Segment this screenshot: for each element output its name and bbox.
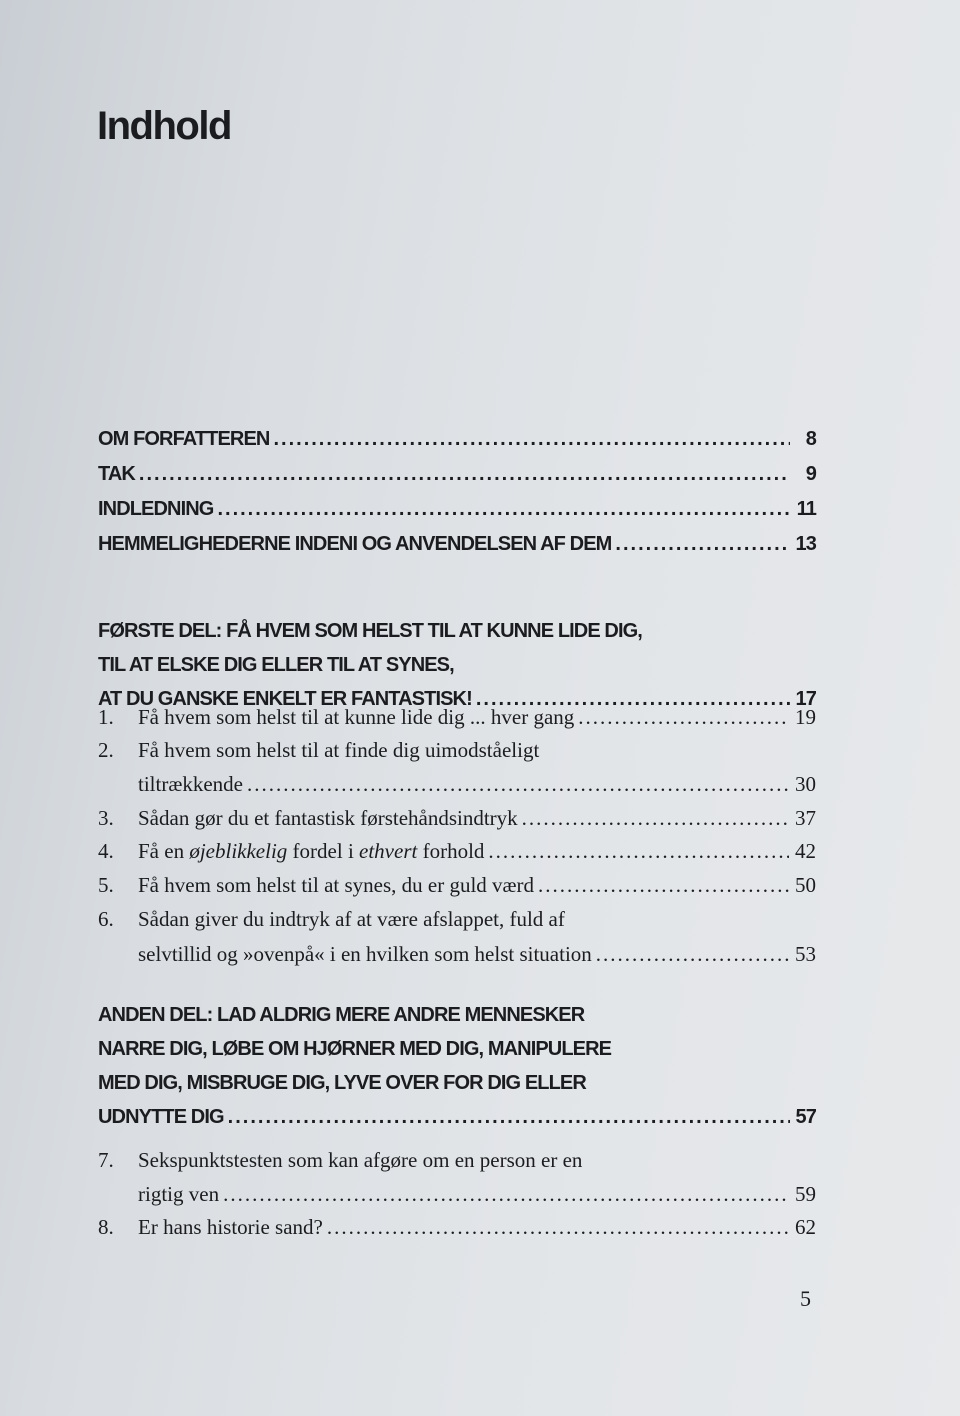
chapter-title: selvtillid og »ovenpå« i en hvilken som helst situation <box>138 942 592 966</box>
part-heading <box>98 1004 816 1034</box>
chapter-title: Sekspunktstesten som kan afgøre om en person er en <box>138 1148 583 1172</box>
chapter-entry <box>98 1148 816 1178</box>
chapter-title: Få hvem som helst til at synes, du er guld værd <box>138 873 535 897</box>
entry-label: OM FORFATTEREN <box>98 428 270 450</box>
part-line: MED DIG, MISBRUGE DIG, LYVE OVER FOR DIG ELLER <box>98 1072 586 1094</box>
dot-leader <box>578 705 789 730</box>
chapter-title: rigtig ven <box>138 1182 220 1206</box>
chapter-number: 1. <box>98 705 114 729</box>
part-line: AT DU GANSKE ENKELT ER FANTASTISK! <box>98 688 472 710</box>
part-heading <box>98 1106 816 1136</box>
chapter-title: Sådan giver du indtryk af at være afslappet, fuld af <box>138 907 565 931</box>
chapter-entry <box>98 873 816 903</box>
page-number: 53 <box>795 942 816 966</box>
part-line: NARRE DIG, LØBE OM HJØRNER MED DIG, MANIPULERE <box>98 1038 612 1060</box>
dot-leader <box>247 772 789 797</box>
toc-entry <box>98 428 816 458</box>
chapter-number: 3. <box>98 806 114 830</box>
part-heading <box>98 1038 816 1068</box>
chapter-number: 8. <box>98 1215 114 1239</box>
chapter-title: Få hvem som helst til at finde dig uimodståeligt <box>138 738 540 762</box>
page-number: 37 <box>795 806 816 830</box>
chapter-entry <box>98 907 816 937</box>
chapter-title: tiltrækkende <box>138 772 243 796</box>
part-heading <box>98 654 816 684</box>
chapter-title: Er hans historie sand? <box>138 1215 323 1239</box>
chapter-entry <box>98 738 816 768</box>
chapter-number: 6. <box>98 907 114 931</box>
page-number: 50 <box>795 873 816 897</box>
dot-leader <box>615 533 789 556</box>
part-line: TIL AT ELSKE DIG ELLER TIL AT SYNES, <box>98 654 454 676</box>
dot-leader <box>538 873 789 898</box>
page-number: 13 <box>795 533 816 555</box>
page-number: 30 <box>795 772 816 796</box>
dot-leader <box>228 1106 790 1129</box>
toc-entry <box>98 463 816 493</box>
part-line: UDNYTTE DIG <box>98 1106 224 1128</box>
toc-entry <box>98 533 816 563</box>
dot-leader <box>223 1182 789 1207</box>
part-heading <box>98 620 816 650</box>
part-line: FØRSTE DEL: FÅ HVEM SOM HELST TIL AT KUNNE LIDE DIG, <box>98 620 642 642</box>
chapter-entry <box>98 1215 816 1245</box>
chapter-title: Få hvem som helst til at kunne lide dig ... hver gang <box>138 705 575 729</box>
part-heading <box>98 1072 816 1102</box>
chapter-entry <box>98 806 816 836</box>
dot-leader <box>488 839 789 864</box>
toc-entry <box>98 498 816 528</box>
dot-leader <box>273 428 790 451</box>
page-title: Indhold <box>97 104 231 148</box>
chapter-entry-cont <box>98 1182 816 1212</box>
chapter-title: Få en øjeblikkelig fordel i ethvert forhold <box>138 839 485 863</box>
dot-leader <box>596 942 789 967</box>
chapter-number: 4. <box>98 839 114 863</box>
page-number: 59 <box>795 1182 816 1206</box>
folio-page-number: 5 <box>800 1286 811 1311</box>
dot-leader <box>217 498 790 521</box>
page-number: 11 <box>796 498 816 520</box>
entry-label: TAK <box>98 463 135 485</box>
page-number: 17 <box>795 688 816 710</box>
chapter-title: Sådan gør du et fantastisk førstehåndsindtryk <box>138 806 518 830</box>
chapter-number: 7. <box>98 1148 114 1172</box>
page-number: 19 <box>795 705 816 729</box>
chapter-entry <box>98 839 816 869</box>
entry-label: HEMMELIGHEDERNE INDENI OG ANVENDELSEN AF DEM <box>98 533 612 555</box>
chapter-entry <box>98 705 816 735</box>
chapter-entry-cont <box>98 942 816 972</box>
chapter-entry-cont <box>98 772 816 802</box>
part-line: ANDEN DEL: LAD ALDRIG MERE ANDRE MENNESKER <box>98 1004 585 1026</box>
page-number: 62 <box>795 1215 816 1239</box>
chapter-number: 2. <box>98 738 114 762</box>
page-number: 42 <box>795 839 816 863</box>
page-number: 8 <box>805 428 816 450</box>
chapter-number: 5. <box>98 873 114 897</box>
dot-leader <box>139 463 790 486</box>
entry-label: INDLEDNING <box>98 498 214 520</box>
dot-leader <box>327 1215 789 1240</box>
page-number: 9 <box>805 463 816 485</box>
dot-leader <box>522 806 789 831</box>
page-number: 57 <box>795 1106 816 1128</box>
